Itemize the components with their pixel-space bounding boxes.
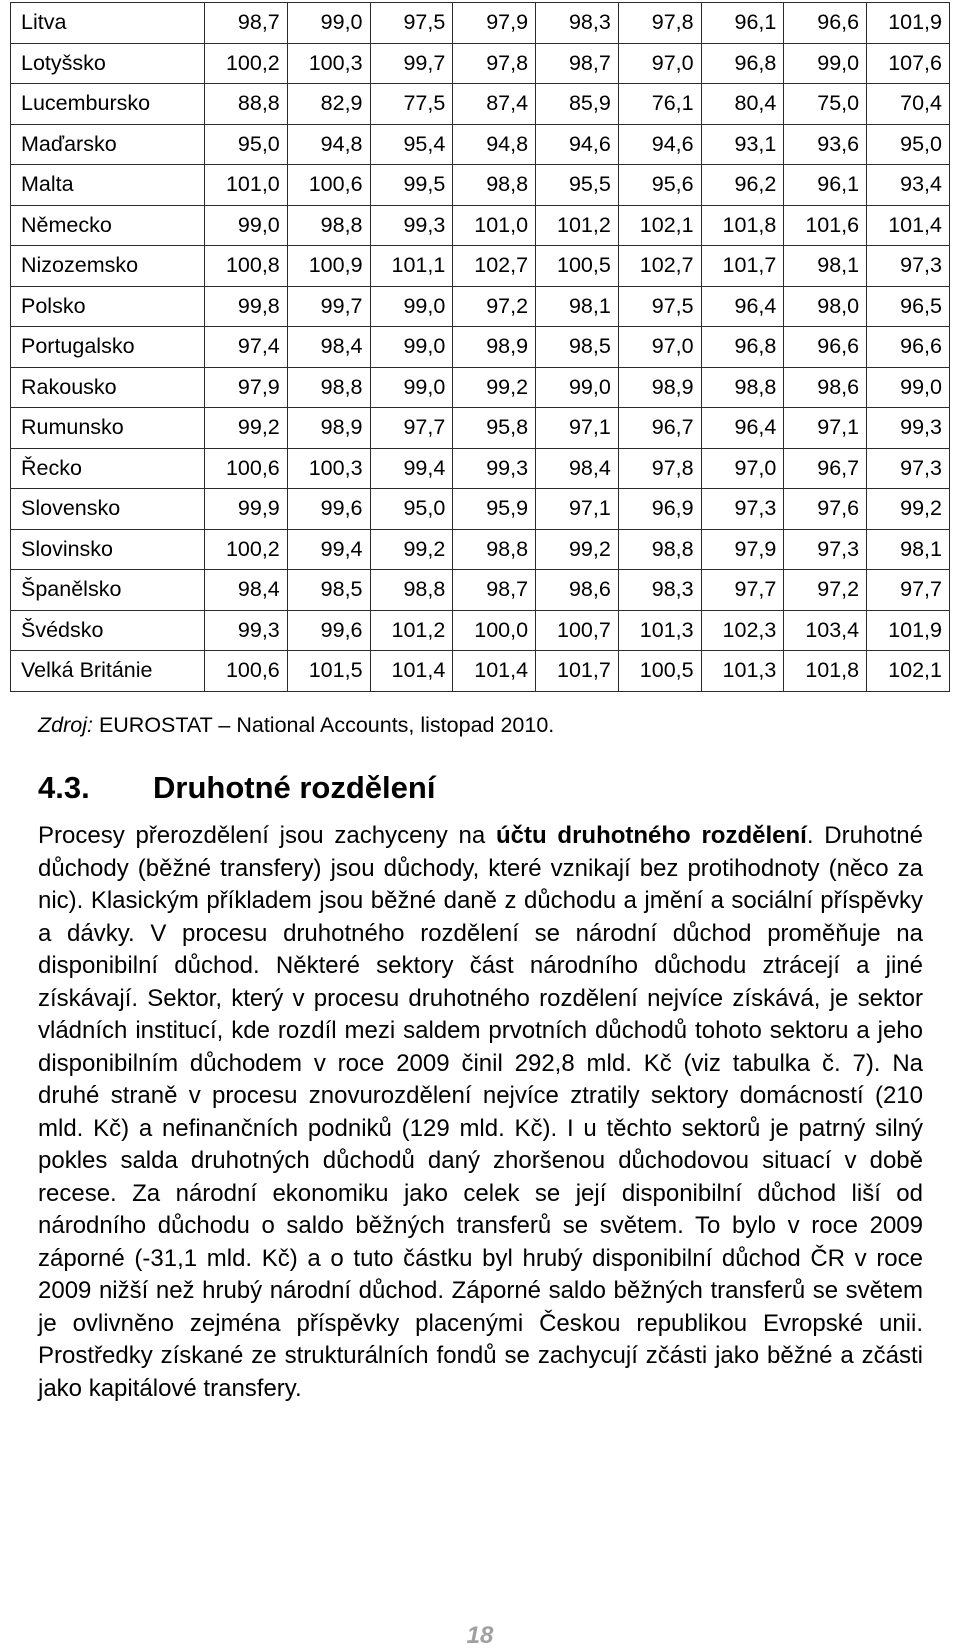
value-cell: 98,1 (536, 286, 619, 327)
table-row (11, 610, 950, 651)
value-cell: 95,0 (867, 124, 950, 165)
value-cell: 97,8 (453, 43, 536, 84)
value-cell: 70,4 (867, 84, 950, 125)
value-cell: 97,5 (618, 286, 701, 327)
section-heading (38, 770, 435, 806)
table-row (11, 286, 950, 327)
value-cell: 97,9 (453, 3, 536, 44)
country-cell: Rumunsko (11, 408, 205, 449)
value-cell: 94,8 (287, 124, 370, 165)
country-cell: Německo (11, 205, 205, 246)
country-cell: Maďarsko (11, 124, 205, 165)
value-cell: 100,5 (536, 246, 619, 287)
value-cell: 96,8 (701, 327, 784, 368)
value-cell: 85,9 (536, 84, 619, 125)
country-cell: Řecko (11, 448, 205, 489)
value-cell: 101,9 (867, 3, 950, 44)
value-cell: 95,0 (370, 489, 453, 530)
value-cell: 99,0 (205, 205, 288, 246)
value-cell: 101,4 (867, 205, 950, 246)
value-cell: 97,9 (701, 529, 784, 570)
value-cell: 101,0 (205, 165, 288, 206)
value-cell: 100,7 (536, 610, 619, 651)
country-cell: Litva (11, 3, 205, 44)
value-cell: 101,4 (370, 651, 453, 692)
value-cell: 98,5 (536, 327, 619, 368)
value-cell: 101,7 (701, 246, 784, 287)
value-cell: 99,0 (536, 367, 619, 408)
value-cell: 98,9 (287, 408, 370, 449)
value-cell: 98,8 (287, 367, 370, 408)
value-cell: 98,1 (867, 529, 950, 570)
value-cell: 97,5 (370, 3, 453, 44)
table-row (11, 124, 950, 165)
table-row (11, 408, 950, 449)
body-paragraph (38, 820, 923, 1405)
value-cell: 96,1 (701, 3, 784, 44)
value-cell: 98,7 (536, 43, 619, 84)
value-cell: 101,1 (370, 246, 453, 287)
value-cell: 99,4 (370, 448, 453, 489)
value-cell: 101,2 (370, 610, 453, 651)
table-row (11, 529, 950, 570)
value-cell: 99,3 (453, 448, 536, 489)
value-cell: 96,2 (701, 165, 784, 206)
value-cell: 98,8 (370, 570, 453, 611)
value-cell: 101,0 (453, 205, 536, 246)
value-cell: 100,2 (205, 43, 288, 84)
country-cell: Slovensko (11, 489, 205, 530)
value-cell: 98,4 (536, 448, 619, 489)
source-note (38, 713, 554, 738)
value-cell: 98,8 (453, 165, 536, 206)
value-cell: 99,0 (784, 43, 867, 84)
value-cell: 96,4 (701, 286, 784, 327)
value-cell: 96,6 (867, 327, 950, 368)
country-cell: Slovinsko (11, 529, 205, 570)
value-cell: 97,6 (784, 489, 867, 530)
value-cell: 98,0 (784, 286, 867, 327)
value-cell: 100,3 (287, 43, 370, 84)
country-cell: Polsko (11, 286, 205, 327)
value-cell: 98,8 (287, 205, 370, 246)
value-cell: 97,3 (867, 246, 950, 287)
value-cell: 96,5 (867, 286, 950, 327)
value-cell: 99,2 (867, 489, 950, 530)
value-cell: 94,6 (618, 124, 701, 165)
country-cell: Nizozemsko (11, 246, 205, 287)
source-text: EUROSTAT – National Accounts, listopad 2010. (92, 713, 555, 737)
value-cell: 93,4 (867, 165, 950, 206)
value-cell: 98,8 (701, 367, 784, 408)
value-cell: 97,7 (370, 408, 453, 449)
value-cell: 98,3 (536, 3, 619, 44)
country-cell: Velká Británie (11, 651, 205, 692)
country-cell: Malta (11, 165, 205, 206)
section-title: Druhotné rozdělení (153, 770, 436, 805)
table-row (11, 3, 950, 44)
value-cell: 95,8 (453, 408, 536, 449)
value-cell: 95,6 (618, 165, 701, 206)
value-cell: 94,6 (536, 124, 619, 165)
value-cell: 101,5 (287, 651, 370, 692)
value-cell: 97,4 (205, 327, 288, 368)
table-row (11, 84, 950, 125)
value-cell: 101,8 (701, 205, 784, 246)
value-cell: 95,0 (205, 124, 288, 165)
value-cell: 100,6 (205, 651, 288, 692)
value-cell: 98,8 (453, 529, 536, 570)
value-cell: 99,6 (287, 489, 370, 530)
value-cell: 98,7 (453, 570, 536, 611)
table-row (11, 327, 950, 368)
value-cell: 99,3 (370, 205, 453, 246)
value-cell: 97,3 (701, 489, 784, 530)
value-cell: 96,7 (618, 408, 701, 449)
value-cell: 99,0 (370, 286, 453, 327)
value-cell: 97,1 (536, 489, 619, 530)
value-cell: 101,2 (536, 205, 619, 246)
value-cell: 97,2 (453, 286, 536, 327)
value-cell: 100,6 (287, 165, 370, 206)
value-cell: 97,3 (784, 529, 867, 570)
value-cell: 96,9 (618, 489, 701, 530)
value-cell: 102,1 (867, 651, 950, 692)
value-cell: 97,7 (701, 570, 784, 611)
table-row (11, 43, 950, 84)
value-cell: 99,7 (287, 286, 370, 327)
value-cell: 96,8 (701, 43, 784, 84)
table-row (11, 205, 950, 246)
value-cell: 98,4 (287, 327, 370, 368)
value-cell: 80,4 (701, 84, 784, 125)
value-cell: 96,7 (784, 448, 867, 489)
value-cell: 99,0 (370, 327, 453, 368)
value-cell: 99,4 (287, 529, 370, 570)
value-cell: 82,9 (287, 84, 370, 125)
value-cell: 95,9 (453, 489, 536, 530)
value-cell: 100,5 (618, 651, 701, 692)
value-cell: 97,0 (618, 43, 701, 84)
value-cell: 98,6 (536, 570, 619, 611)
value-cell: 97,1 (536, 408, 619, 449)
value-cell: 107,6 (867, 43, 950, 84)
value-cell: 98,1 (784, 246, 867, 287)
value-cell: 94,8 (453, 124, 536, 165)
data-table (10, 2, 950, 692)
value-cell: 99,6 (287, 610, 370, 651)
table-row (11, 489, 950, 530)
value-cell: 101,4 (453, 651, 536, 692)
value-cell: 99,2 (536, 529, 619, 570)
country-cell: Lotyšsko (11, 43, 205, 84)
value-cell: 103,4 (784, 610, 867, 651)
value-cell: 97,2 (784, 570, 867, 611)
value-cell: 93,1 (701, 124, 784, 165)
value-cell: 97,9 (205, 367, 288, 408)
value-cell: 99,2 (453, 367, 536, 408)
value-cell: 99,3 (867, 408, 950, 449)
country-cell: Rakousko (11, 367, 205, 408)
value-cell: 99,2 (370, 529, 453, 570)
table-row (11, 448, 950, 489)
value-cell: 98,9 (453, 327, 536, 368)
value-cell: 98,4 (205, 570, 288, 611)
value-cell: 101,3 (618, 610, 701, 651)
value-cell: 98,6 (784, 367, 867, 408)
table-row (11, 651, 950, 692)
value-cell: 100,0 (453, 610, 536, 651)
value-cell: 99,3 (205, 610, 288, 651)
value-cell: 99,5 (370, 165, 453, 206)
page-number: 18 (466, 1622, 494, 1649)
value-cell: 98,9 (618, 367, 701, 408)
value-cell: 99,8 (205, 286, 288, 327)
value-cell: 98,7 (205, 3, 288, 44)
value-cell: 102,7 (618, 246, 701, 287)
value-cell: 75,0 (784, 84, 867, 125)
country-cell: Španělsko (11, 570, 205, 611)
value-cell: 93,6 (784, 124, 867, 165)
value-cell: 87,4 (453, 84, 536, 125)
table-row (11, 570, 950, 611)
value-cell: 101,9 (867, 610, 950, 651)
table-row (11, 367, 950, 408)
value-cell: 102,7 (453, 246, 536, 287)
value-cell: 101,3 (701, 651, 784, 692)
value-cell: 102,3 (701, 610, 784, 651)
value-cell: 96,1 (784, 165, 867, 206)
paragraph-text-rest: . Druhotné důchody (běžné transfery) jsou důchody, které vznikají bez protihodnoty (něco za nic). Klasickým příkladem jsou běžné daně z důchodu a jmění a sociální příspěvky a dávky. V procesu druhotného rozdělení se národní důchod proměňuje na disponibilní důchod. Některé sektory část národního důchodu ztrácejí a jiné získávají. Sektor, který v procesu druhotného rozdělení nejvíce získává, je sektor vládních institucí, kde rozdíl mezi saldem prvotních důchodů tohoto sektoru a jeho disponibilním důchodem v roce 2009 činil 292,8 mld. Kč (viz tabulka č. 7). Na druhé straně v procesu znovurozdělení nejvíce ztratily sektory domácností (210 mld. Kč) a nefinančních podniků (129 mld. Kč). I u těchto sektorů je patrný silný pokles salda druhotných důchodů daný zhoršenou důchodovou situací v době recese. Za národní ekonomiku jako celek se její disponibilní důchod liší od národního důchodu o saldo běžných transferů se světem. To bylo v roce 2009 záporné (-31,1 mld. Kč) a o tuto částku byl hrubý disponibilní důchod ČR v roce 2009 nižší než hrubý národní důchod. Záporné saldo běžných transferů se světem je ovlivněno zejména příspěvky placenými Českou republikou Evropské unii. Prostředky získané ze strukturálních fondů se zachycují zčásti jako běžné a zčásti jako kapitálové transfery. (38, 822, 923, 1402)
value-cell: 97,8 (618, 3, 701, 44)
value-cell: 97,1 (784, 408, 867, 449)
value-cell: 95,5 (536, 165, 619, 206)
value-cell: 99,0 (867, 367, 950, 408)
value-cell: 96,6 (784, 327, 867, 368)
source-label: Zdroj: (38, 713, 93, 737)
value-cell: 102,1 (618, 205, 701, 246)
value-cell: 100,6 (205, 448, 288, 489)
value-cell: 97,0 (618, 327, 701, 368)
value-cell: 99,9 (205, 489, 288, 530)
value-cell: 98,5 (287, 570, 370, 611)
value-cell: 77,5 (370, 84, 453, 125)
value-cell: 101,7 (536, 651, 619, 692)
value-cell: 76,1 (618, 84, 701, 125)
paragraph-text-start: Procesy přerozdělení jsou zachyceny na (38, 822, 496, 849)
value-cell: 97,7 (867, 570, 950, 611)
table-row (11, 165, 950, 206)
value-cell: 99,7 (370, 43, 453, 84)
paragraph-bold-term: účtu druhotného rozdělení (496, 822, 807, 849)
value-cell: 88,8 (205, 84, 288, 125)
value-cell: 98,3 (618, 570, 701, 611)
value-cell: 97,0 (701, 448, 784, 489)
country-cell: Portugalsko (11, 327, 205, 368)
value-cell: 96,4 (701, 408, 784, 449)
country-cell: Švédsko (11, 610, 205, 651)
value-cell: 99,2 (205, 408, 288, 449)
table-body (11, 3, 950, 692)
country-cell: Lucembursko (11, 84, 205, 125)
value-cell: 100,9 (287, 246, 370, 287)
value-cell: 97,3 (867, 448, 950, 489)
value-cell: 99,0 (287, 3, 370, 44)
value-cell: 99,0 (370, 367, 453, 408)
value-cell: 95,4 (370, 124, 453, 165)
value-cell: 100,2 (205, 529, 288, 570)
value-cell: 100,3 (287, 448, 370, 489)
value-cell: 97,8 (618, 448, 701, 489)
value-cell: 96,6 (784, 3, 867, 44)
value-cell: 101,8 (784, 651, 867, 692)
table-row (11, 246, 950, 287)
value-cell: 101,6 (784, 205, 867, 246)
section-number: 4.3. (38, 770, 90, 805)
value-cell: 98,8 (618, 529, 701, 570)
value-cell: 100,8 (205, 246, 288, 287)
